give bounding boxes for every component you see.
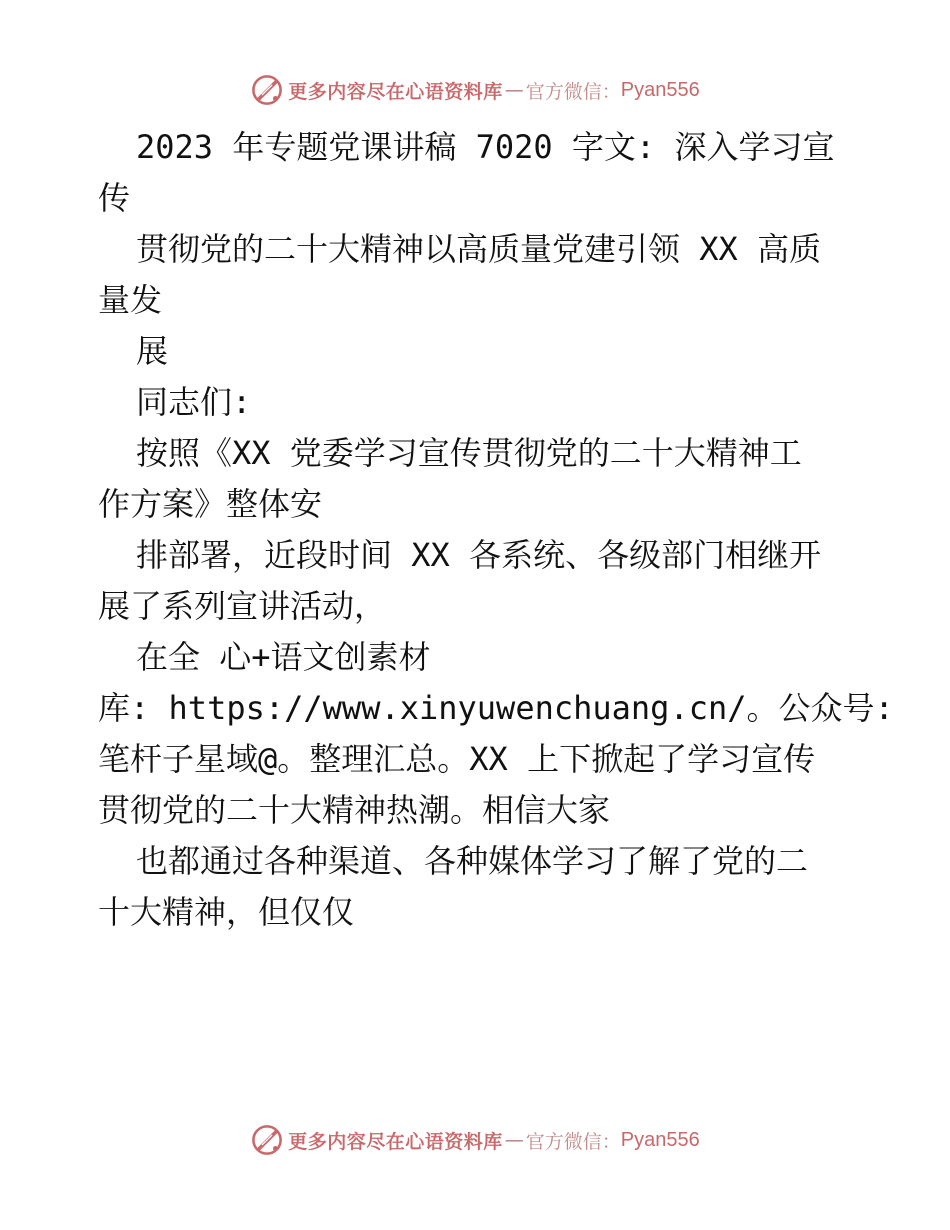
salutation: 同志们: — [136, 383, 252, 421]
title-line-1: 2023 年专题党课讲稿 7020 字文: 深入学习宣 — [136, 128, 835, 166]
paragraph-line: 库: https://www.xinyuwenchuang.cn/。公众号: — [98, 689, 894, 727]
title-line-3: 贯彻党的二十大精神以高质量党建引领 XX 高质 — [136, 230, 822, 268]
wechat-label: 官方微信： — [525, 80, 621, 103]
paragraph-line: 按照《XX 党委学习宣传贯彻党的二十大精神工 — [136, 434, 802, 472]
paragraph-line: 排部署，近段时间 XX 各系统、各级部门相继开 — [136, 536, 822, 574]
document-body — [98, 122, 894, 938]
paragraph-line: 十大精神，但仅仅 — [98, 893, 355, 931]
header-banner — [0, 70, 950, 110]
paragraph-line: 在全 心+语文创素材 — [136, 638, 431, 676]
paragraph-line: 笔杆子星域@。整理汇总。XX 上下掀起了学习宣传 — [98, 740, 816, 778]
brand-logo-icon — [250, 73, 284, 107]
paragraph-line: 展了系列宣讲活动， — [98, 587, 387, 625]
wechat-id: Pyan556 — [620, 78, 700, 101]
banner-separator: — — [504, 1129, 524, 1151]
brand-text: 更多内容尽在心语资料库 — [288, 80, 503, 103]
paragraph-line: 作方案》整体安 — [98, 485, 323, 523]
footer-banner — [0, 1120, 950, 1160]
paragraph-line: 也都通过各种渠道、各种媒体学习了解了党的二 — [136, 842, 809, 880]
brand-text: 更多内容尽在心语资料库 — [288, 1130, 503, 1153]
brand-logo-icon — [250, 1123, 284, 1157]
banner-separator: — — [504, 79, 524, 101]
title-line-5: 展 — [136, 332, 169, 370]
wechat-label: 官方微信： — [525, 1130, 621, 1153]
wechat-id: Pyan556 — [620, 1128, 700, 1151]
paragraph-line: 贯彻党的二十大精神热潮。相信大家 — [98, 791, 611, 829]
title-line-2: 传 — [98, 179, 131, 217]
title-line-4: 量发 — [98, 281, 163, 319]
